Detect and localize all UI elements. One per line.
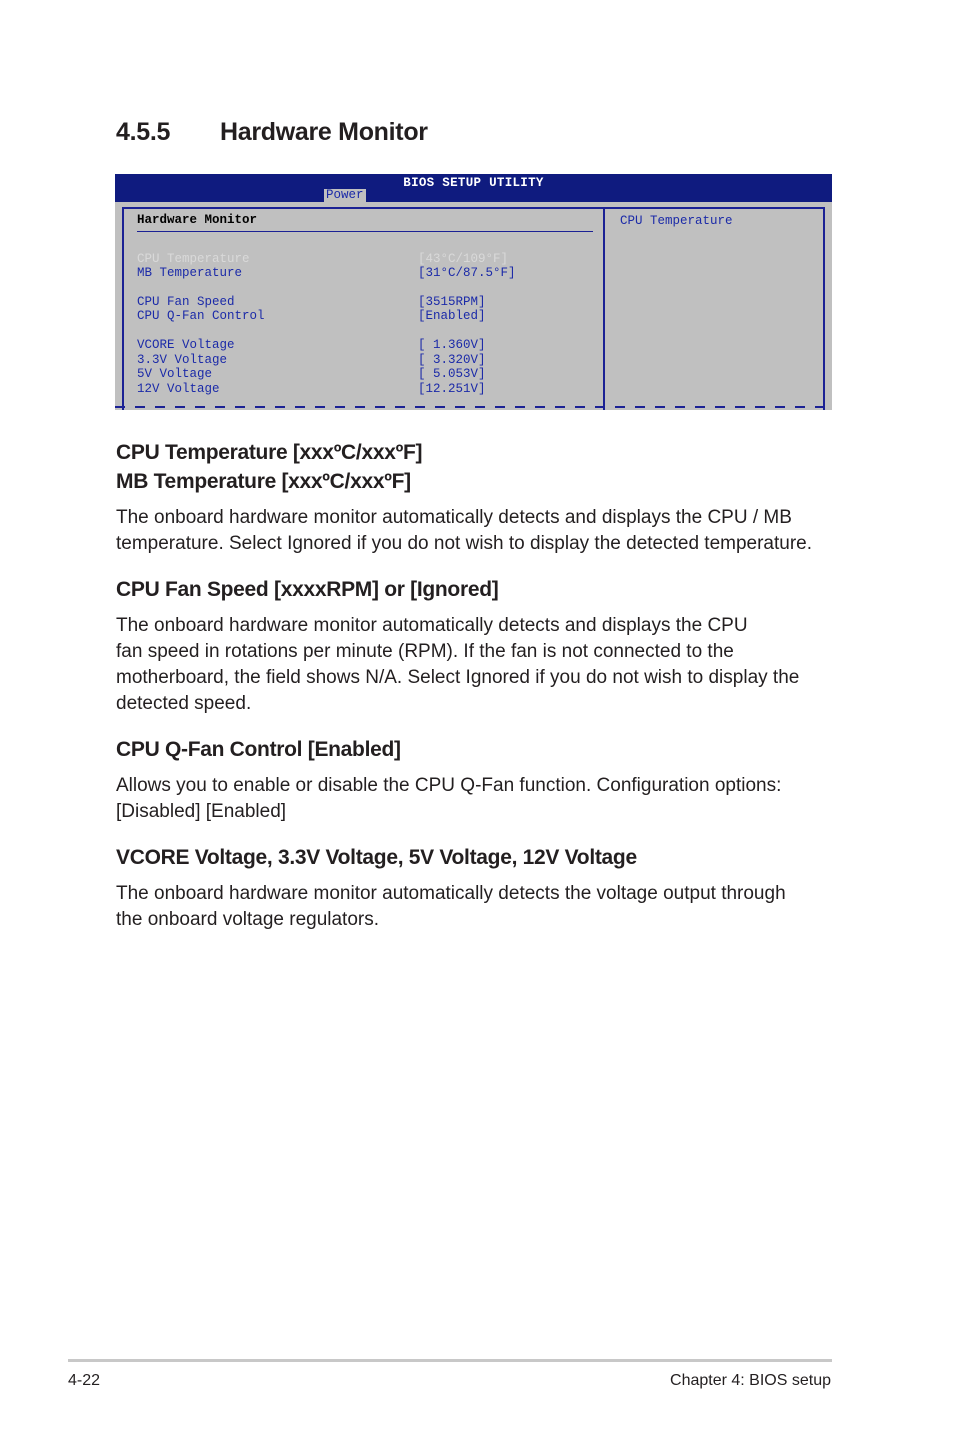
footer-rule bbox=[68, 1359, 832, 1362]
bios-item-value: [Enabled] bbox=[418, 309, 486, 323]
bios-item-value: [31°C/87.5°F] bbox=[418, 266, 516, 280]
qfan-body-line-2: [Disabled] [Enabled] bbox=[116, 801, 287, 822]
fan-body-line-2: fan speed in rotations per minute (RPM). If the fan is not connected to the bbox=[116, 641, 734, 662]
qfan-heading: CPU Q-Fan Control [Enabled] bbox=[116, 738, 401, 761]
temp-heading-cpu: CPU Temperature [xxxºC/xxxºF] bbox=[116, 441, 423, 464]
bios-panel-title: Hardware Monitor bbox=[137, 213, 258, 227]
section-title bbox=[116, 118, 428, 147]
bios-item-value: [ 1.360V] bbox=[418, 338, 486, 352]
bios-item-label: 5V Voltage bbox=[137, 367, 213, 381]
bios-item-value: [3515RPM] bbox=[418, 295, 486, 309]
bios-cut-edge bbox=[115, 406, 832, 408]
bios-item-label: CPU Temperature bbox=[137, 252, 250, 266]
section-number: 4.5.5 bbox=[116, 118, 171, 146]
bios-item-label: 12V Voltage bbox=[137, 382, 220, 396]
bios-title: BIOS SETUP UTILITY bbox=[403, 176, 544, 190]
bios-tab-power[interactable]: Power bbox=[326, 188, 364, 202]
temp-heading-mb: MB Temperature [xxxºC/xxxºF] bbox=[116, 470, 411, 493]
temp-body-line-1: The onboard hardware monitor automatically detects and displays the CPU / MB bbox=[116, 507, 792, 528]
bios-item-label: 3.3V Voltage bbox=[137, 353, 228, 367]
bios-item-label: MB Temperature bbox=[137, 266, 243, 280]
temp-body-line-2: temperature. Select Ignored if you do not wish to display the detected temperature. bbox=[116, 533, 813, 554]
voltage-body-line-2: the onboard voltage regulators. bbox=[116, 909, 380, 930]
bios-divider bbox=[603, 207, 605, 410]
bios-item-label: CPU Q-Fan Control bbox=[137, 309, 265, 323]
bios-panel-rule bbox=[137, 231, 593, 232]
bios-item-value: [ 5.053V] bbox=[418, 367, 486, 381]
bios-item-label: CPU Fan Speed bbox=[137, 295, 235, 309]
voltage-heading: VCORE Voltage, 3.3V Voltage, 5V Voltage, 12V Voltage bbox=[116, 846, 637, 869]
bios-screenshot bbox=[115, 174, 832, 410]
fan-body-line-3: motherboard, the field shows N/A. Select Ignored if you do not wish to display the bbox=[116, 667, 800, 688]
fan-heading: CPU Fan Speed [xxxxRPM] or [Ignored] bbox=[116, 578, 499, 601]
fan-body-line-1: The onboard hardware monitor automatically detects and displays the CPU bbox=[116, 615, 748, 636]
page-number: 4-22 bbox=[68, 1372, 101, 1389]
bios-help-text: CPU Temperature bbox=[620, 214, 733, 228]
bios-item-value: [12.251V] bbox=[418, 382, 486, 396]
bios-item-value: [43°C/109°F] bbox=[418, 252, 509, 266]
bios-item-label: VCORE Voltage bbox=[137, 338, 235, 352]
section-title-text: Hardware Monitor bbox=[220, 118, 428, 146]
fan-body-line-4: detected speed. bbox=[116, 693, 252, 714]
bios-item-value: [ 3.320V] bbox=[418, 353, 486, 367]
chapter-label: Chapter 4: BIOS setup bbox=[670, 1372, 831, 1389]
voltage-body-line-1: The onboard hardware monitor automatically detects the voltage output through bbox=[116, 883, 786, 904]
qfan-body-line-1: Allows you to enable or disable the CPU Q-Fan function. Configuration options: bbox=[116, 775, 782, 796]
